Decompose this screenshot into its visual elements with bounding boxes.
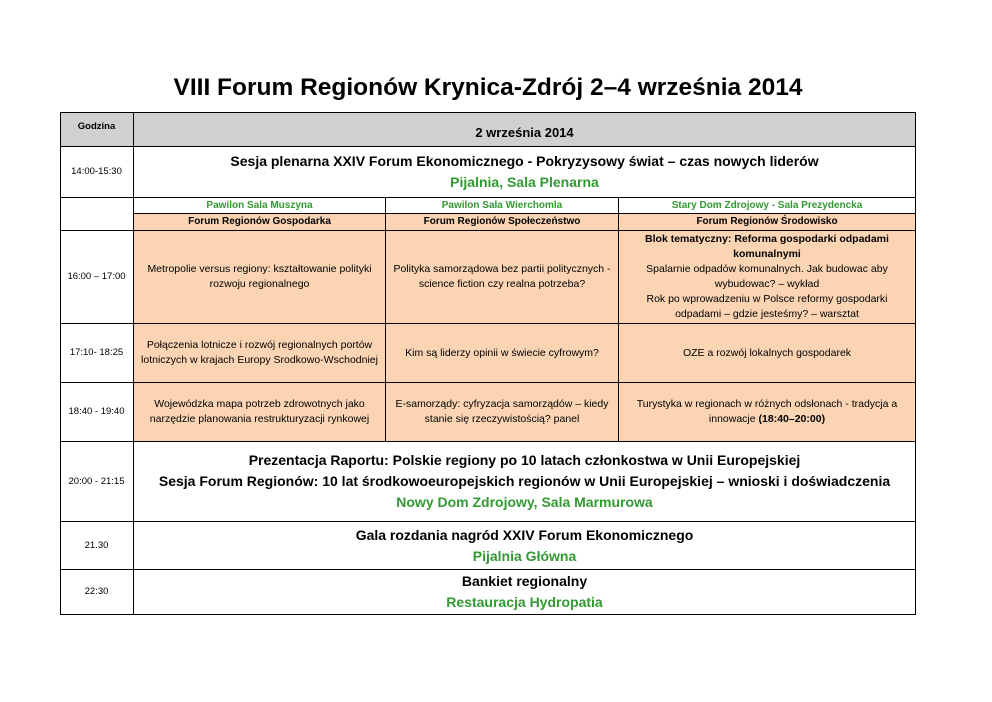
track-name	[386, 214, 619, 231]
session-text	[637, 397, 897, 427]
plenary-session-venue: Pijalnia, Sala Plenarna	[450, 174, 599, 190]
evening-session-title: Sesja Forum Regionów: 10 lat środkowoeuropejskich regionów w Unii Europejskiej – wnioski i doświadczenia	[158, 473, 891, 489]
time-column-header	[60, 112, 134, 147]
date-header	[134, 112, 916, 147]
evening-session-title: Gala rozdania nagród XXIV Forum Ekonomicznego	[355, 526, 694, 543]
session-cell	[619, 324, 916, 383]
evening-session-title: Bankiet regionalny	[461, 573, 588, 589]
time-cell-empty	[60, 198, 134, 231]
track-venue	[134, 198, 386, 214]
session-cell	[386, 231, 619, 324]
session-text: Kim są liderzy opinii w świecie cyfrowym?	[405, 346, 599, 359]
track-venue	[619, 198, 916, 214]
time-cell	[60, 383, 134, 442]
track-name	[619, 214, 916, 231]
evening-session-venue: Restauracja Hydropatia	[446, 594, 603, 610]
session-time-note: (18:40–20:00)	[758, 413, 826, 425]
evening-session-title: Prezentacja Raportu: Polskie regiony po 10 latach członkostwa w Unii Europejskiej	[248, 452, 801, 468]
track-venue	[386, 198, 619, 214]
track-venue-label: Pawilon Sala Muszyna	[206, 199, 313, 211]
page-title: VIII Forum Regionów Krynica-Zdrój 2–4 września 2014	[173, 74, 803, 101]
session-cell	[134, 383, 386, 442]
plenary-session	[134, 147, 916, 198]
block-title: Blok tematyczny: Reforma gospodarki odpadami komunalnymi	[645, 233, 889, 260]
session-text: OZE a rozwój lokalnych gospodarek	[682, 346, 852, 359]
track-name-label: Forum Regionów Gospodarka	[188, 216, 331, 227]
date-header-label: 2 września 2014	[475, 125, 574, 140]
time-cell	[60, 570, 134, 615]
time-label: 22:30	[84, 586, 109, 597]
session-cell	[386, 383, 619, 442]
track-name-label: Forum Regionów Środowisko	[696, 216, 838, 227]
track-venue-label: Pawilon Sala Wierchomla	[441, 199, 563, 211]
track-name	[134, 214, 386, 231]
session-text: E-samorządy: cyfryzacja samorządów – kiedy stanie się rzeczywistością? panel	[395, 398, 609, 425]
time-cell	[60, 147, 134, 198]
session-text: Metropolie versus regiony: kształtowanie polityki rozwoju regionalnego	[147, 263, 372, 290]
time-label: 21.30	[84, 539, 109, 551]
evening-session	[134, 570, 916, 615]
time-cell	[60, 522, 134, 570]
time-cell	[60, 231, 134, 324]
evening-session-venue: Pijalnia Główna	[472, 547, 577, 564]
session-text: Wojewódzka mapa potrzeb zdrowotnych jako narzędzie planowania restrukturyzacji rynkowej	[149, 398, 370, 425]
time-label: 18:40 - 19:40	[68, 406, 125, 417]
session-cell	[134, 324, 386, 383]
time-label: 17:10- 18:25	[69, 347, 124, 358]
evening-session-venue: Nowy Dom Zdrojowy, Sala Marmurowa	[396, 494, 653, 510]
session-cell	[619, 383, 916, 442]
session-cell	[134, 231, 386, 324]
session-item: Rok po wprowadzeniu w Polsce reformy gospodarki odpadami – gdzie jesteśmy? – warsztat	[646, 293, 888, 320]
session-text: Polityka samorządowa bez partii politycznych - science fiction czy realna potrzeba?	[393, 263, 611, 290]
time-label: 14:00-15:30	[71, 166, 122, 177]
session-item: Spalarnie odpadów komunalnych. Jak budowac aby wybudowac? – wykład	[646, 263, 888, 290]
time-label: 20:00 - 21:15	[68, 475, 125, 487]
time-column-header-label: Godzina	[77, 121, 116, 132]
time-cell	[60, 324, 134, 383]
evening-session	[134, 442, 916, 522]
session-cell	[619, 231, 916, 324]
track-name-label: Forum Regionów Społeczeństwo	[423, 216, 581, 227]
time-cell	[60, 442, 134, 522]
plenary-session-title: Sesja plenarna XXIV Forum Ekonomicznego - Pokryzysowy świat – czas nowych liderów	[230, 153, 819, 169]
evening-session	[134, 522, 916, 570]
track-venue-label: Stary Dom Zdrojowy - Sala Prezydencka	[671, 199, 863, 211]
time-label: 16:00 – 17:00	[67, 271, 126, 282]
session-text-main: Turystyka w regionach w różnych odsłonach - tradycja a innowacje	[636, 398, 898, 425]
session-cell	[386, 324, 619, 383]
session-text: Połączenia lotnicze i rozwój regionalnych portów lotniczych w krajach Europy Srodkowo-Wschodniej	[141, 339, 378, 366]
